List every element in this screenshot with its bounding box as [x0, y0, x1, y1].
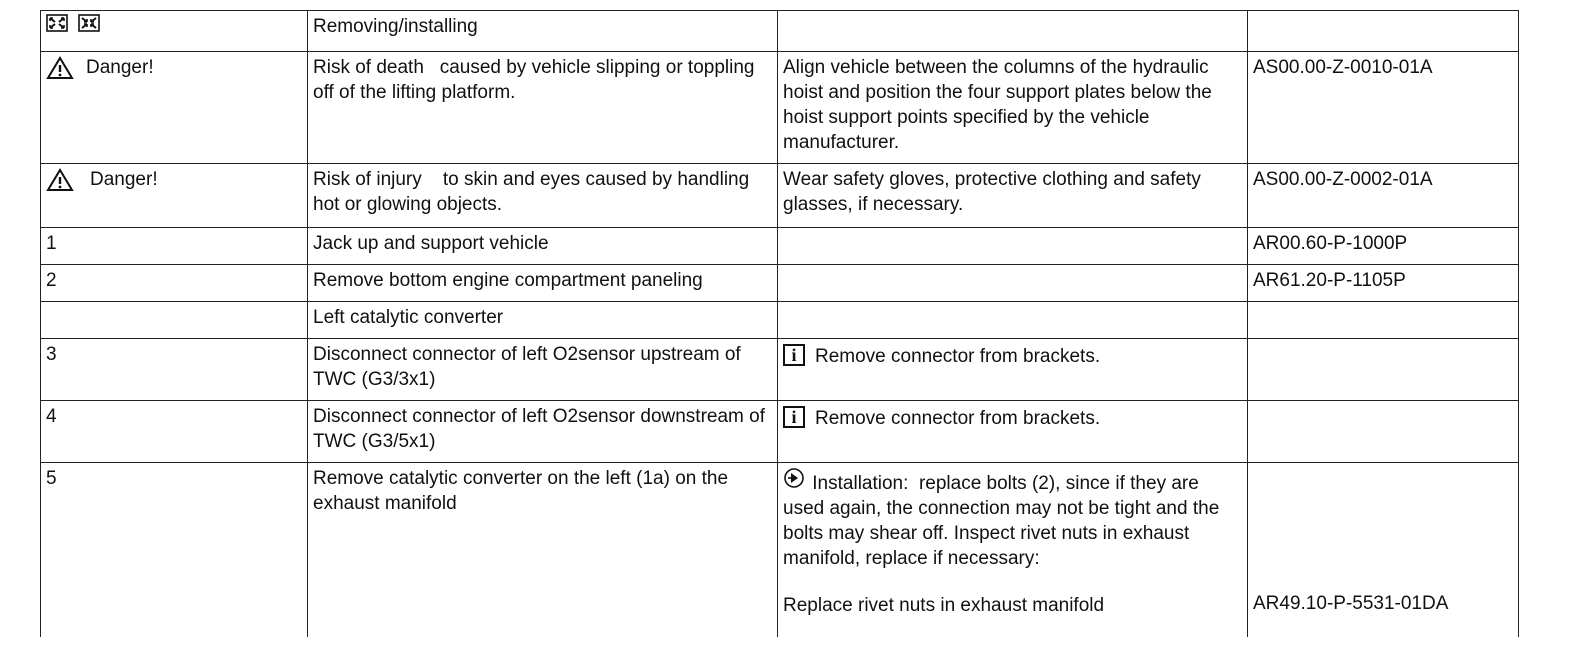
tool-icons-cell: [41, 11, 308, 52]
step-number: 4: [41, 401, 308, 463]
section-title: Left catalytic converter: [308, 302, 778, 339]
step-ref: AR00.60-P-1000P: [1248, 228, 1519, 265]
step-ref: AR61.20-P-1105P: [1248, 265, 1519, 302]
header-row: [41, 11, 1519, 52]
section-row: [41, 302, 1519, 339]
step-text: Remove bottom engine compartment paneling: [308, 265, 778, 302]
danger-row: [41, 52, 1519, 164]
remove-tool-icon: [46, 14, 68, 32]
header-title: Removing/installing: [308, 11, 778, 52]
danger-label: Danger!: [90, 169, 158, 190]
warning-icon: [46, 56, 74, 80]
danger-ref: AS00.00-Z-0010-01A: [1248, 52, 1519, 164]
step-note: Remove connector from brackets.: [815, 346, 1101, 367]
step-row: [41, 339, 1519, 401]
danger-ref: AS00.00-Z-0002-01A: [1248, 164, 1519, 228]
installation-note: Installation: replace bolts (2), since if they are used again, the connection may not be tight and the bolts may shear off. Inspect rivet nuts in exhaust manifold, replace if necessary:: [783, 473, 1225, 569]
step-row: [41, 463, 1519, 637]
step-number: 5: [41, 463, 308, 637]
danger-label: Danger!: [86, 57, 154, 78]
step-row: [41, 401, 1519, 463]
step-text: Disconnect connector of left O2sensor downstream of TWC (G3/5x1): [308, 401, 778, 463]
danger-risk: Risk of injury to skin and eyes caused by handling hot or glowing objects.: [308, 164, 778, 228]
install-tool-icon: [78, 14, 100, 32]
installation-icon: [783, 467, 807, 496]
step-number: 1: [41, 228, 308, 265]
danger-risk: Risk of death caused by vehicle slipping or toppling off of the lifting platform.: [308, 52, 778, 164]
step-text: Remove catalytic converter on the left (1a) on the exhaust manifold: [308, 463, 778, 637]
step-text: Disconnect connector of left O2sensor upstream of TWC (G3/3x1): [308, 339, 778, 401]
warning-icon: [46, 168, 74, 192]
danger-measure: Wear safety gloves, protective clothing and safety glasses, if necessary.: [778, 164, 1248, 228]
danger-measure: Align vehicle between the columns of the hydraulic hoist and position the four support plates below the hoist support points specified by the vehicle manufacturer.: [778, 52, 1248, 164]
sub-step-ref: AR49.10-P-5531-01DA: [1253, 593, 1449, 614]
step-row: [41, 228, 1519, 265]
procedure-table: [40, 10, 1519, 637]
info-icon: i: [783, 406, 805, 428]
step-number: 2: [41, 265, 308, 302]
step-note: Remove connector from brackets.: [815, 408, 1101, 429]
info-icon: i: [783, 344, 805, 366]
sub-step-text: Replace rivet nuts in exhaust manifold: [783, 595, 1105, 616]
step-number: 3: [41, 339, 308, 401]
danger-row: [41, 164, 1519, 228]
step-row: [41, 265, 1519, 302]
step-text: Jack up and support vehicle: [308, 228, 778, 265]
